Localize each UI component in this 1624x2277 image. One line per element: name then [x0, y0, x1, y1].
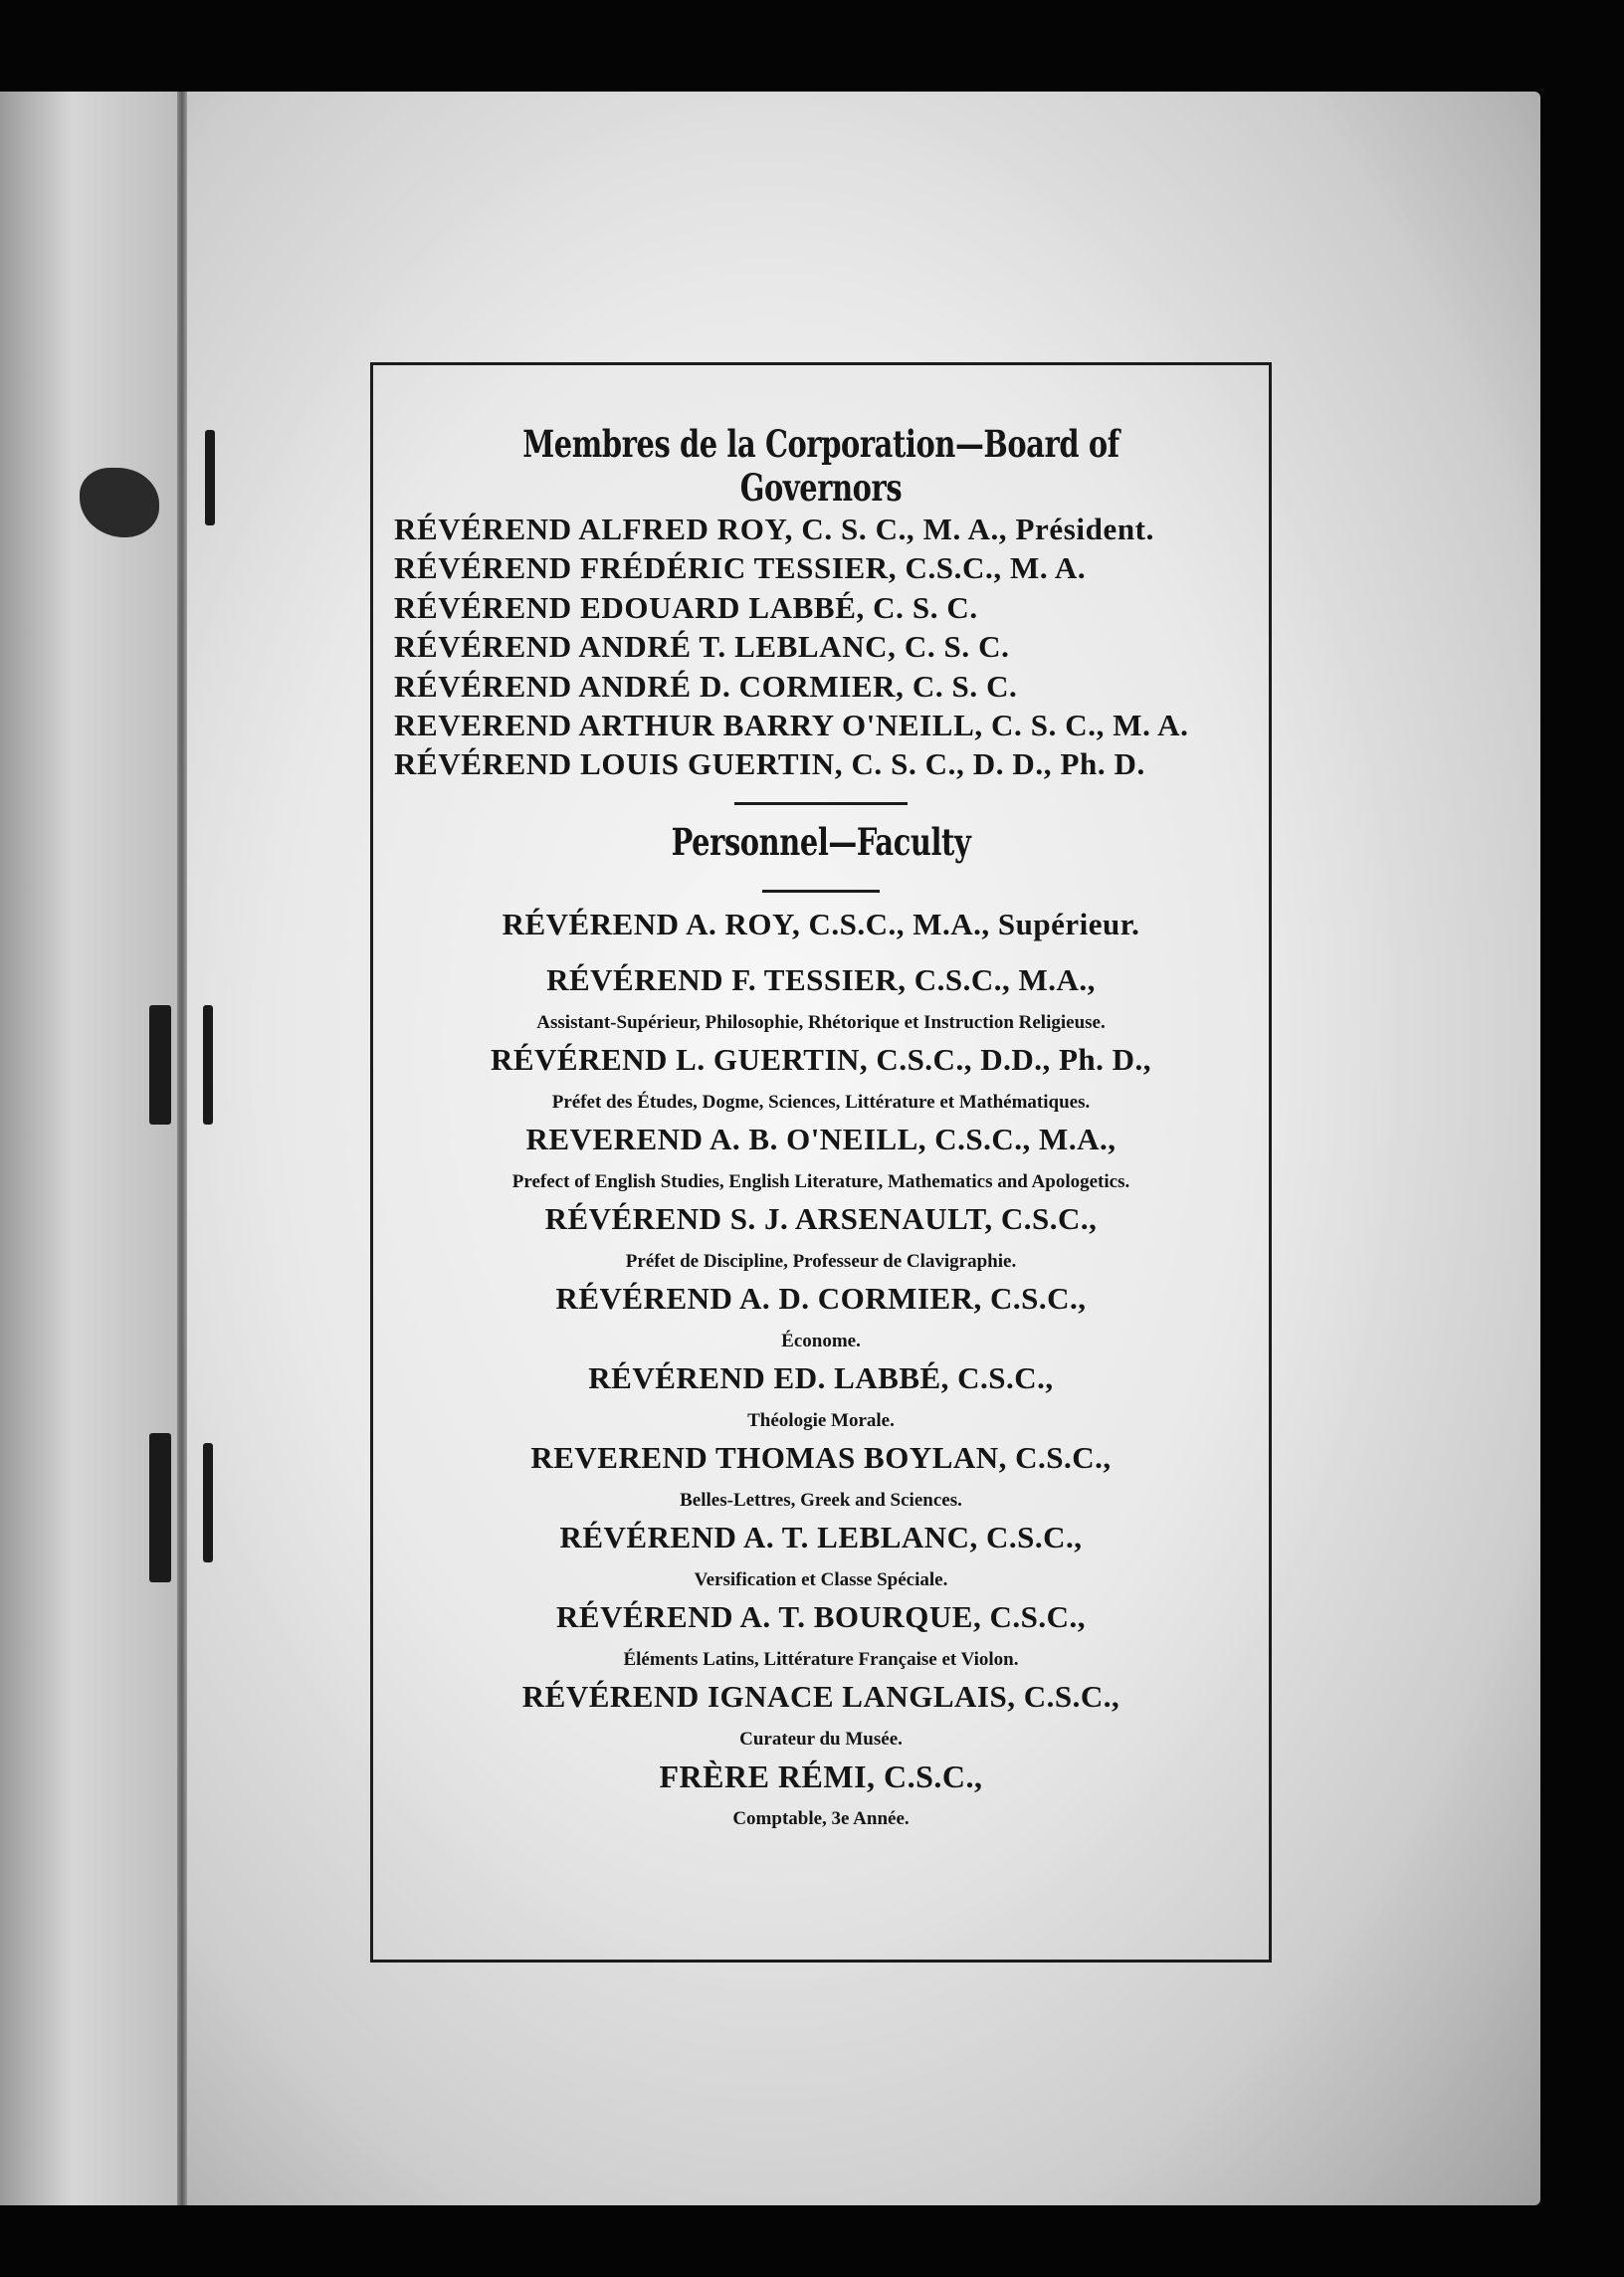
faculty-entry [370, 961, 1272, 1035]
faculty-name: RÉVÉREND L. GUERTIN, C.S.C., D.D., Ph. D., [490, 1042, 1152, 1077]
faculty-entry [370, 1439, 1272, 1513]
board-member: RÉVÉREND FRÉDÉRIC TESSIER, C.S.C., M. A. [394, 550, 1087, 586]
faculty-role: Préfet de Discipline, Professeur de Clavigraphie. [625, 1251, 1017, 1272]
binding-stitch [203, 1443, 213, 1562]
faculty-role: Éléments Latins, Littérature Française et Violon. [623, 1649, 1019, 1670]
board-title: Membres de la Corporation—Board of Governors [522, 422, 1119, 510]
faculty-role: Versification et Classe Spéciale. [694, 1569, 948, 1590]
binding-gutter [177, 92, 187, 2205]
faculty-list [370, 906, 1272, 1837]
faculty-name: RÉVÉREND F. TESSIER, C.S.C., M.A., [546, 962, 1096, 997]
board-member: RÉVÉREND EDOUARD LABBÉ, C. S. C. [394, 589, 978, 625]
faculty-name: FRÈRE RÉMI, C.S.C., [659, 1759, 983, 1794]
faculty-title: Personnel—Faculty [671, 820, 971, 864]
faculty-name: RÉVÉREND ED. LABBÉ, C.S.C., [588, 1360, 1054, 1395]
faculty-role: Curateur du Musée. [739, 1729, 903, 1750]
faculty-entry [370, 1280, 1272, 1353]
section-divider [734, 802, 908, 805]
faculty-entry [370, 1359, 1272, 1433]
faculty-name: RÉVÉREND IGNACE LANGLAIS, C.S.C., [521, 1679, 1120, 1714]
board-member: RÉVÉREND LOUIS GUERTIN, C. S. C., D. D., Ph. D. [394, 746, 1145, 782]
facing-page-edge [0, 92, 181, 2205]
faculty-name: RÉVÉREND S. J. ARSENAULT, C.S.C., [544, 1201, 1098, 1236]
faculty-entry [370, 1041, 1272, 1115]
faculty-role: Prefect of English Studies, English Literature, Mathematics and Apologetics. [511, 1171, 1130, 1192]
faculty-entry [370, 906, 1272, 943]
faculty-entry [370, 1678, 1272, 1752]
binding-stitch [149, 1433, 171, 1582]
board-member: RÉVÉREND ANDRÉ T. LEBLANC, C. S. C. [394, 629, 1010, 665]
faculty-name: REVEREND THOMAS BOYLAN, C.S.C., [530, 1440, 1112, 1475]
faculty-name: REVEREND A. B. O'NEILL, C.S.C., M.A., [525, 1122, 1116, 1156]
faculty-entry [370, 1598, 1272, 1672]
document-content [370, 362, 1272, 1963]
faculty-entry [370, 1519, 1272, 1592]
faculty-name: RÉVÉREND A. ROY, C.S.C., M.A., Supérieur. [502, 907, 1140, 941]
faculty-name: RÉVÉREND A. T. LEBLANC, C.S.C., [559, 1520, 1083, 1554]
faculty-name: RÉVÉREND A. T. BOURQUE, C.S.C., [556, 1599, 1086, 1634]
board-members-list [394, 510, 1260, 784]
faculty-role: Belles-Lettres, Greek and Sciences. [680, 1490, 962, 1511]
faculty-name: RÉVÉREND A. D. CORMIER, C.S.C., [555, 1281, 1087, 1316]
binding-stitch [205, 430, 215, 525]
board-member: REVEREND ARTHUR BARRY O'NEILL, C. S. C., M. A. [394, 708, 1189, 743]
binding-stitch [149, 1005, 171, 1125]
board-member: RÉVÉREND ALFRED ROY, C. S. C., M. A., Président. [394, 512, 1154, 546]
binding-stitch [203, 1005, 213, 1125]
faculty-role: Préfet des Études, Dogme, Sciences, Littérature et Mathématiques. [551, 1092, 1091, 1113]
board-member: RÉVÉREND ANDRÉ D. CORMIER, C. S. C. [394, 668, 1018, 704]
faculty-entry [370, 1200, 1272, 1274]
faculty-role: Assistant-Supérieur, Philosophie, Rhétorique et Instruction Religieuse. [536, 1012, 1106, 1033]
faculty-role: Comptable, 3e Année. [732, 1808, 910, 1829]
faculty-entry [370, 1758, 1272, 1831]
faculty-role: Théologie Morale. [747, 1410, 895, 1431]
faculty-entry [370, 1121, 1272, 1194]
section-divider [762, 890, 880, 893]
faculty-role: Économe. [781, 1331, 861, 1351]
